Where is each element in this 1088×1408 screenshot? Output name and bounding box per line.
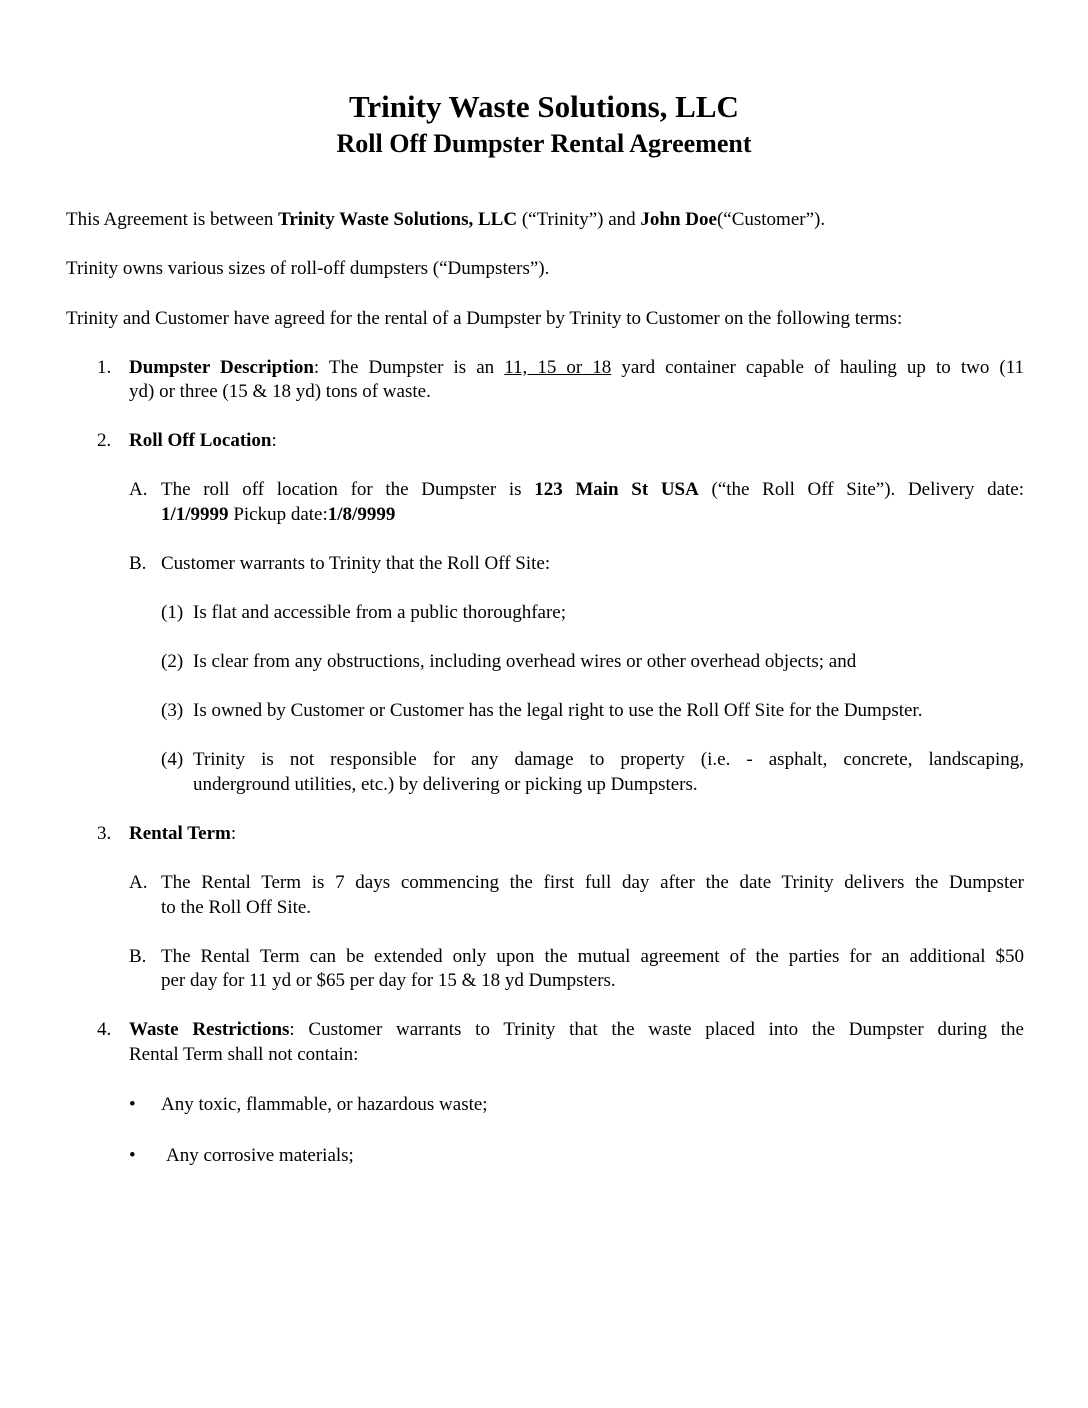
warranty-item-4-number: (4) [161,749,184,770]
section-4-line-2: Rental Term shall not contain: [129,1044,359,1065]
section-2-title: Roll Off Location: [129,430,277,451]
section-1-line-1: Dumpster Description: The Dumpster is an 11, 15 or 18 yard container capable of hauling up to two (11 [129,357,1025,378]
section-1-number: 1. [97,357,112,378]
section-2a-label: A. [129,479,148,500]
section-3b-label: B. [129,946,147,967]
pickup-date: 1/8/9999 [327,504,396,525]
section-3-title: Rental Term: [129,823,237,844]
section-4-heading: Waste Restrictions [129,1019,290,1040]
warranty-item-4-line-2: underground utilities, etc.) by delivering or picking up Dumpsters. [193,774,698,795]
section-2b-label: B. [129,553,147,574]
section-3-number: 3. [97,823,112,844]
section-2b-text: Customer warrants to Trinity that the Roll Off Site: [161,553,551,574]
restriction-item-2: Any corrosive materials; [166,1145,354,1166]
section-1-line-2: yd) or three (15 & 18 yd) tons of waste. [129,381,431,402]
section-3a-label: A. [129,872,148,893]
section-4-number: 4. [97,1019,112,1040]
restriction-item-1: Any toxic, flammable, or hazardous waste; [161,1094,488,1115]
warranty-item-1: Is flat and accessible from a public thoroughfare; [193,602,566,623]
intro-parties: This Agreement is between Trinity Waste Solutions, LLC (“Trinity”) and John Doe(“Customer”). [66,209,826,230]
warranty-item-4-line-1: Trinity is not responsible for any damage to property (i.e. - asphalt, concrete, landscaping, [193,749,1024,770]
warranty-item-1-number: (1) [161,602,184,623]
section-2a-line-2: 1/1/9999 Pickup date:1/8/9999 [161,504,396,525]
warranty-item-3-number: (3) [161,700,184,721]
agreement-title: Roll Off Dumpster Rental Agreement [336,129,752,158]
intro-terms: Trinity and Customer have agreed for the rental of a Dumpster by Trinity to Customer on the following terms: [66,308,903,329]
section-2-number: 2. [97,430,112,451]
intro-dumpsters: Trinity owns various sizes of roll-off dumpsters (“Dumpsters”). [66,258,550,279]
section-3a-line-1: The Rental Term is 7 days commencing the first full day after the date Trinity delivers the Dumpster [161,872,1024,893]
delivery-date: 1/1/9999 [161,504,229,525]
section-3b-line-2: per day for 11 yd or $65 per day for 15 & 18 yd Dumpsters. [161,970,616,991]
warranty-item-2: Is clear from any obstructions, including overhead wires or other overhead objects; and [193,651,857,672]
company-title: Trinity Waste Solutions, LLC [349,89,739,124]
section-1-heading: Dumpster Description [129,357,314,378]
section-3b-line-1: The Rental Term can be extended only upon the mutual agreement of the parties for an additional $50 [161,946,1024,967]
customer-name: John Doe [640,209,717,230]
bullet-marker-2: • [129,1145,136,1166]
dumpster-sizes: 11, 15 or 18 [504,357,612,378]
section-4-line-1: Waste Restrictions: Customer warrants to Trinity that the waste placed into the Dumpster during the [129,1019,1024,1040]
section-2a-line-1: The roll off location for the Dumpster is 123 Main St USA (“the Roll Off Site”). Delivery date: [161,479,1025,500]
company-name: Trinity Waste Solutions, LLC [278,209,518,230]
bullet-marker-1: • [129,1094,136,1115]
warranty-item-3: Is owned by Customer or Customer has the legal right to use the Roll Off Site for the Dumpster. [193,700,923,721]
roll-off-address: 123 Main St USA [534,479,699,500]
section-3-heading: Rental Term [129,823,231,844]
section-2-heading: Roll Off Location [129,430,272,451]
warranty-item-2-number: (2) [161,651,184,672]
section-3a-line-2: to the Roll Off Site. [161,897,312,918]
